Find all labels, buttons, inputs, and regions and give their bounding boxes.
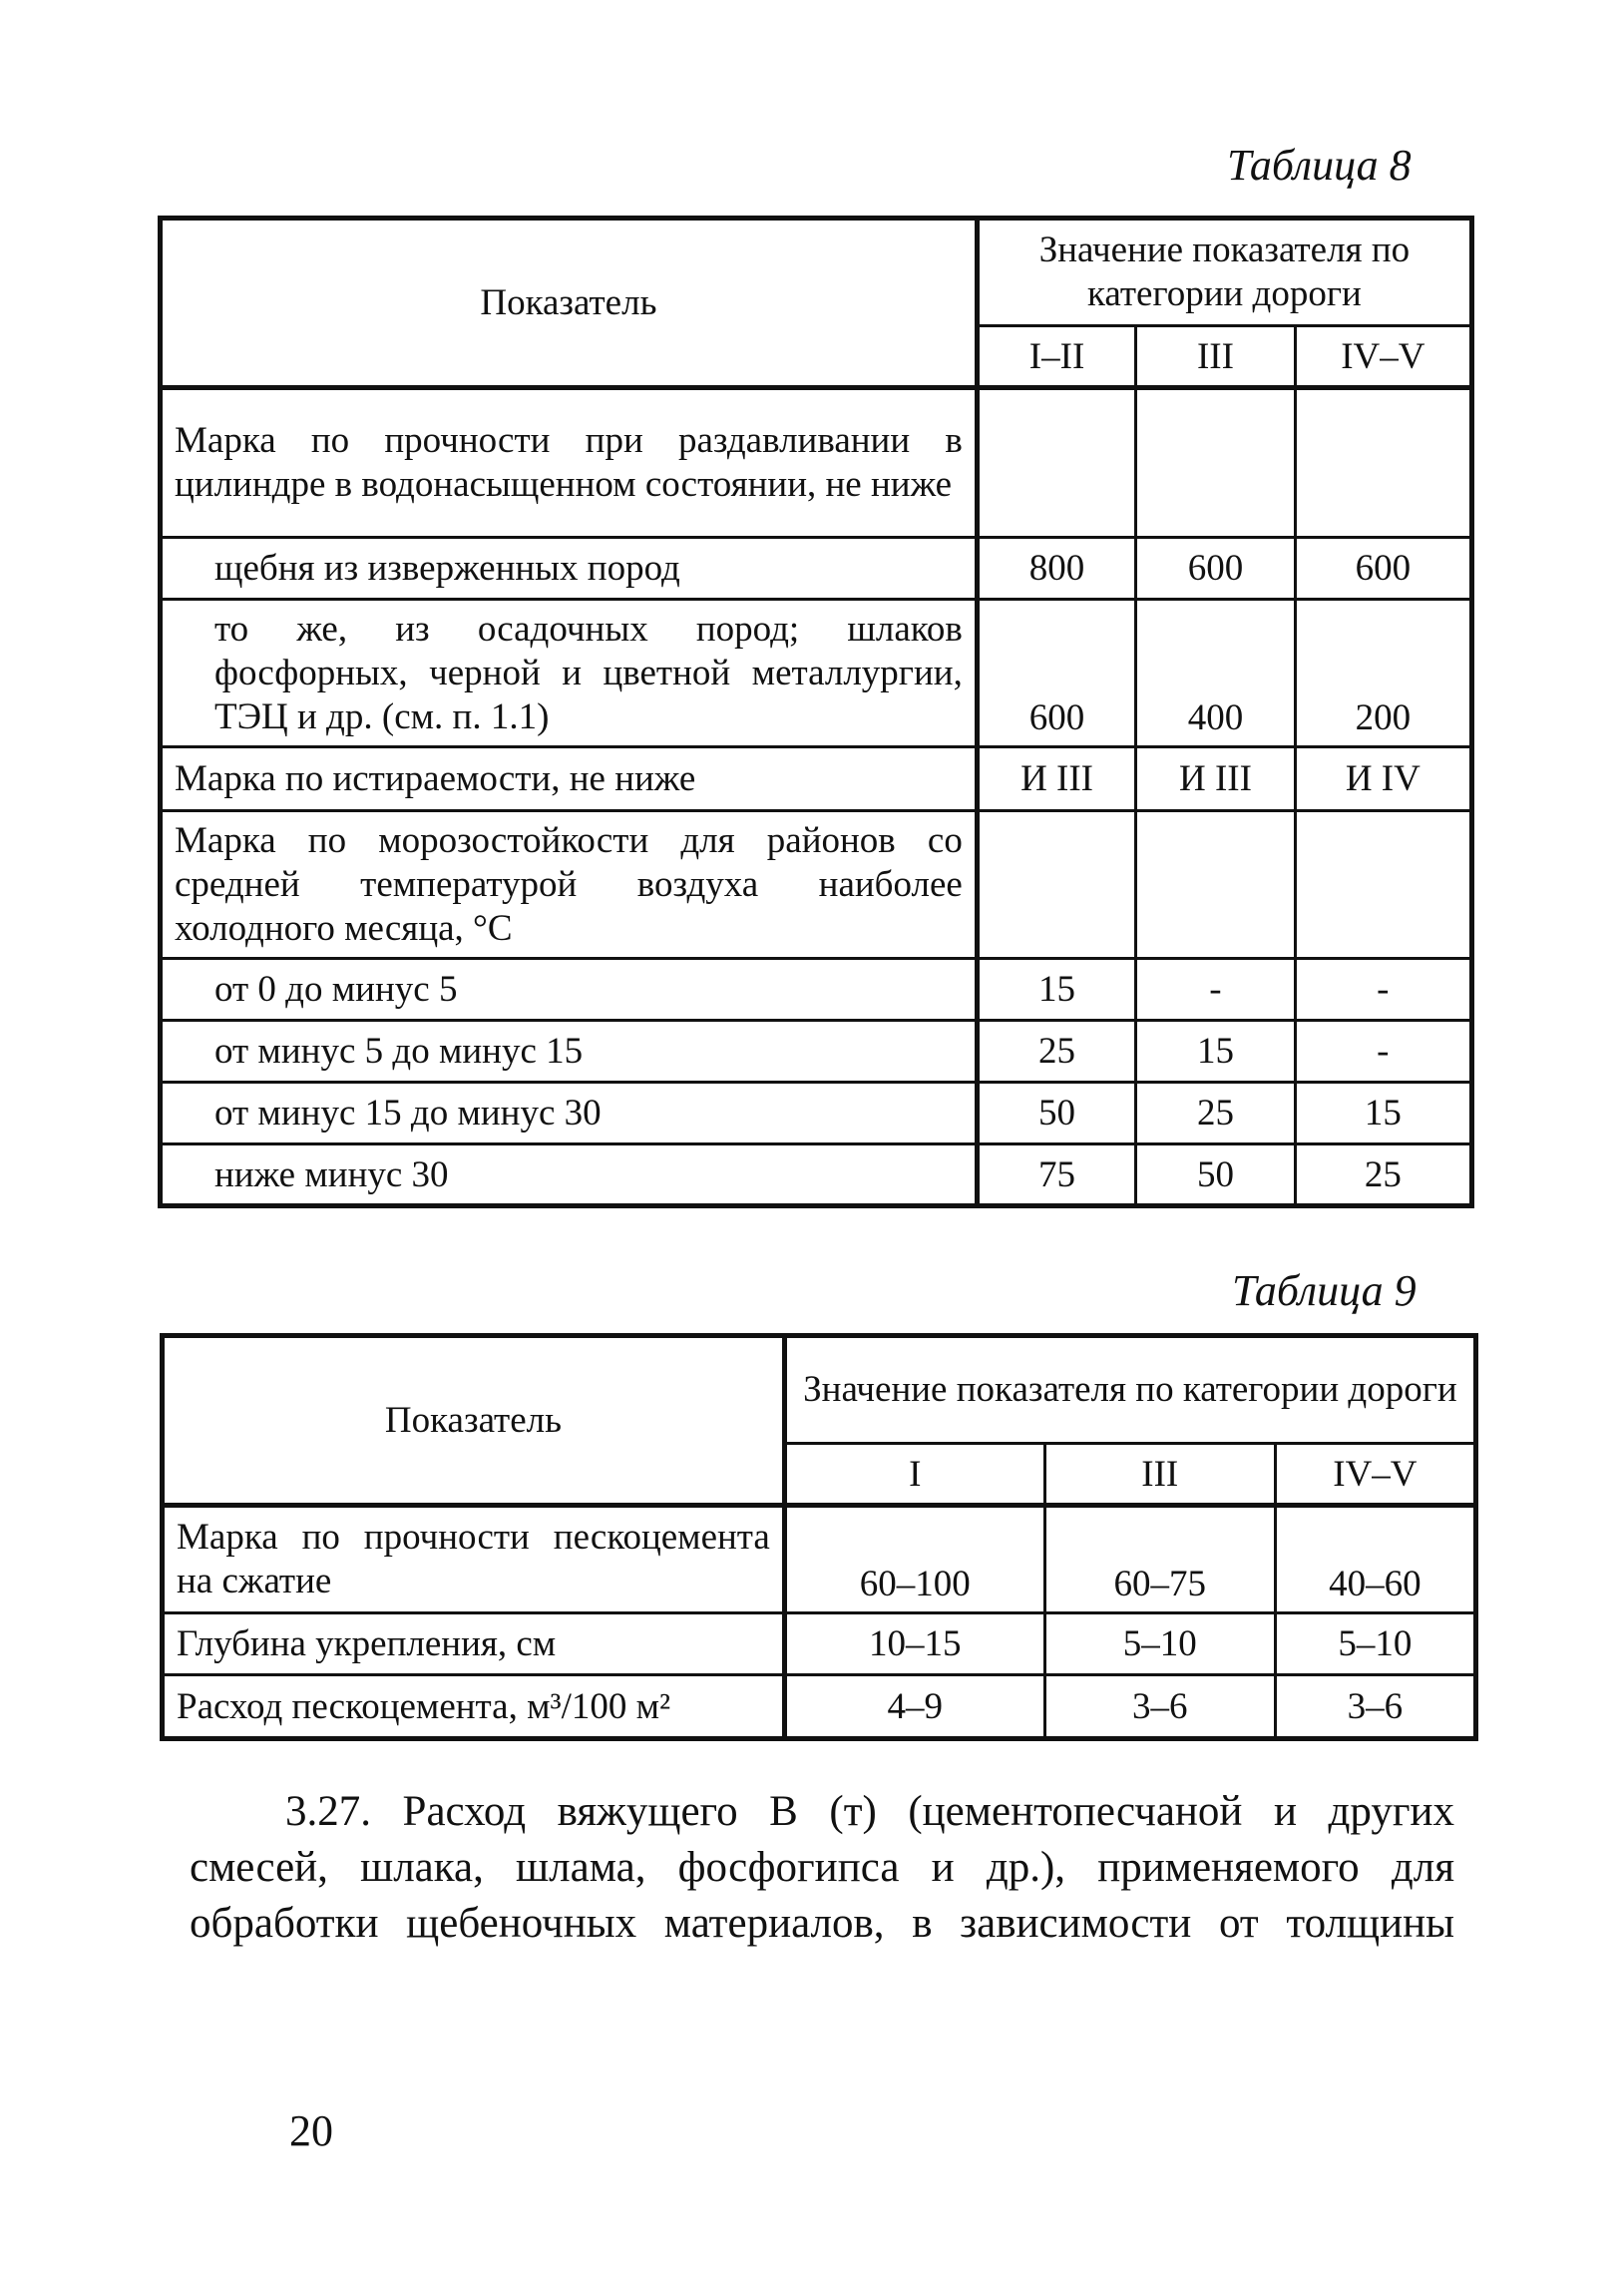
cell-value <box>1136 388 1295 538</box>
cell-value: 600 <box>1136 538 1295 600</box>
table-9 <box>160 1333 1478 1741</box>
cell-value: 800 <box>977 538 1135 600</box>
table-row <box>163 1506 1476 1613</box>
cell-value: 4–9 <box>784 1675 1044 1739</box>
table-8 <box>158 216 1474 1208</box>
table-row <box>161 811 1472 959</box>
cell-value: 15 <box>1136 1021 1295 1083</box>
cell-value: 25 <box>1136 1083 1295 1144</box>
row-label: то же, из осадочных пород; шлаков фосфорных, черной и цветной металлургии, ТЭЦ и др. (см. п. 1.1) <box>161 600 978 747</box>
row-label: ниже минус 30 <box>161 1144 978 1206</box>
table-8-header-group: Значение показателя по категории дороги <box>977 219 1471 326</box>
table-row <box>161 1144 1472 1206</box>
cell-value: 5–10 <box>1044 1613 1275 1675</box>
table-8-caption: Таблица 8 <box>1227 141 1412 190</box>
table-row <box>161 959 1472 1021</box>
table-row <box>161 538 1472 600</box>
cell-value <box>1295 811 1471 959</box>
row-label: Марка по прочности при раздавливании в цилиндре в водонасыщенном состоянии, не ниже <box>161 388 978 538</box>
table-row <box>161 388 1472 538</box>
table-row <box>161 1021 1472 1083</box>
cell-value: - <box>1295 959 1471 1021</box>
table-row <box>163 1613 1476 1675</box>
row-label: Марка по прочности пескоцемента на сжатие <box>163 1506 785 1613</box>
table-9-caption: Таблица 9 <box>1232 1266 1417 1315</box>
cell-value: 3–6 <box>1275 1675 1475 1739</box>
table-9-header-group: Значение показателя по категории дороги <box>784 1336 1475 1444</box>
table-row <box>163 1675 1476 1739</box>
table-8-header-param: Показатель <box>161 219 978 388</box>
cell-value: 40–60 <box>1275 1506 1475 1613</box>
cell-value: 25 <box>977 1021 1135 1083</box>
row-label: от минус 15 до минус 30 <box>161 1083 978 1144</box>
row-label: щебня из изверженных пород <box>161 538 978 600</box>
cell-value: 200 <box>1295 600 1471 747</box>
table-8-category-header: III <box>1136 326 1295 388</box>
table-row <box>161 1083 1472 1144</box>
page-number: 20 <box>289 2106 333 2155</box>
cell-value: 5–10 <box>1275 1613 1475 1675</box>
cell-value <box>977 811 1135 959</box>
cell-value: 600 <box>1295 538 1471 600</box>
cell-value: 10–15 <box>784 1613 1044 1675</box>
row-label: Марка по морозостойкости для районов со средней температурой воздуха наиболее холодного месяца, °С <box>161 811 978 959</box>
table-9-header-param: Показатель <box>163 1336 785 1506</box>
table-row <box>161 600 1472 747</box>
table-row <box>161 747 1472 811</box>
cell-value: 50 <box>977 1083 1135 1144</box>
cell-value: 60–75 <box>1044 1506 1275 1613</box>
cell-value: 15 <box>1295 1083 1471 1144</box>
cell-value: 60–100 <box>784 1506 1044 1613</box>
cell-value: 400 <box>1136 600 1295 747</box>
table-8-category-header: IV–V <box>1295 326 1471 388</box>
cell-value: И III <box>977 747 1135 811</box>
table-9-category-header: I <box>784 1444 1044 1506</box>
cell-value: И III <box>1136 747 1295 811</box>
cell-value: И IV <box>1295 747 1471 811</box>
row-label: Марка по истираемости, не ниже <box>161 747 978 811</box>
cell-value: 15 <box>977 959 1135 1021</box>
cell-value: 3–6 <box>1044 1675 1275 1739</box>
cell-value: 25 <box>1295 1144 1471 1206</box>
cell-value <box>977 388 1135 538</box>
table-9-category-header: IV–V <box>1275 1444 1475 1506</box>
cell-value <box>1136 811 1295 959</box>
row-label: Расход пескоцемента, м³/100 м² <box>163 1675 785 1739</box>
cell-value: - <box>1295 1021 1471 1083</box>
cell-value: 50 <box>1136 1144 1295 1206</box>
cell-value: 600 <box>977 600 1135 747</box>
row-label: от минус 5 до минус 15 <box>161 1021 978 1083</box>
paragraph-3-27: 3.27. Расход вяжущего B (т) (цементопесчаной и других смесей, шлака, шлама, фосфогипса и др.), применяемого для обработки щебеночных материалов, в зависимости от толщины <box>190 1788 1454 1947</box>
table-9-category-header: III <box>1044 1444 1275 1506</box>
cell-value <box>1295 388 1471 538</box>
table-8-category-header: I–II <box>977 326 1135 388</box>
row-label: от 0 до минус 5 <box>161 959 978 1021</box>
row-label: Глубина укрепления, см <box>163 1613 785 1675</box>
cell-value: 75 <box>977 1144 1135 1206</box>
cell-value: - <box>1136 959 1295 1021</box>
